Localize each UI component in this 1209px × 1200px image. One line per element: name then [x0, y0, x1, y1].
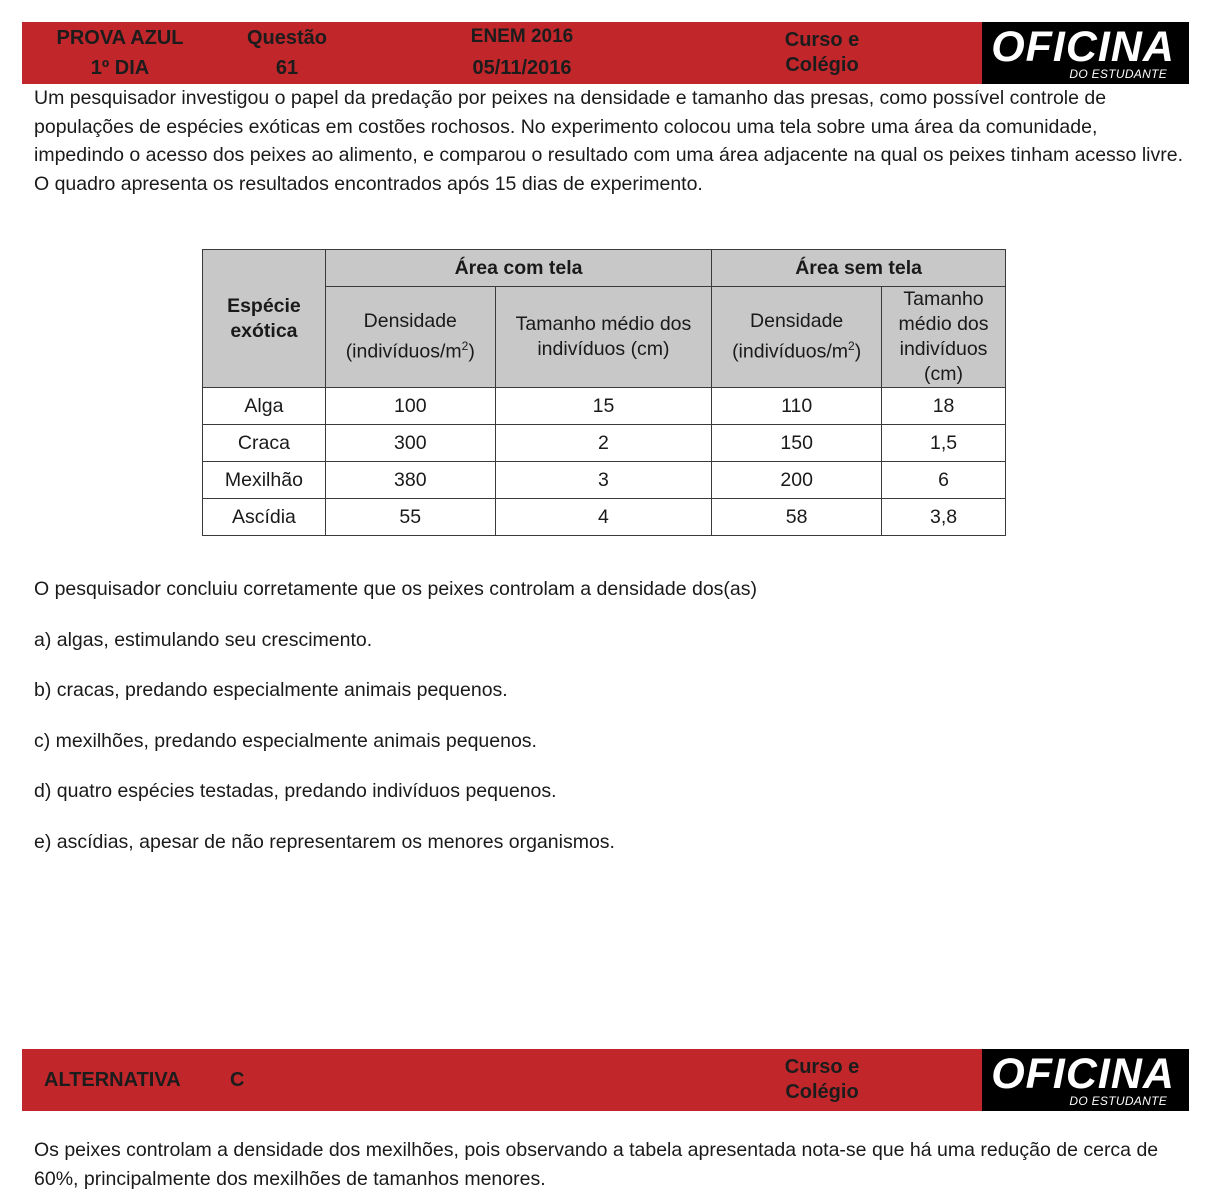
curso-line2: Colégio [785, 1081, 859, 1103]
cell-tamanho-com: 15 [495, 388, 712, 425]
intro-paragraph: Um pesquisador investigou o papel da predação por peixes na densidade e tamanho das presas, como possível controle de populações de espécies exóticas em costões rochosos. No experimento colocou uma tela sobre uma área da comunidade, impedindo o acesso dos peixes ao alimento, e comparou o resultado com uma área adjacente na qual os peixes tinham acesso livre. O quadro apresenta os resultados encontrados após 15 dias de experimento. [34, 87, 1183, 196]
option-c: c) mexilhões, predando especialmente animais pequenos. [34, 730, 537, 752]
cell-densidade-sem: 150 [712, 425, 882, 462]
cell-densidade-com: 380 [325, 462, 495, 499]
oficina-logo [982, 1049, 1189, 1111]
cell-tamanho-sem: 1,5 [882, 425, 1006, 462]
densidade-line2: $(indivíduos/m^2)$ [345, 339, 475, 363]
cell-tamanho-com: 3 [495, 462, 712, 499]
tamanho-line2: indivíduos (cm) [537, 338, 670, 360]
logo-sub-text: DO ESTUDANTE [1069, 67, 1167, 81]
logo-main-text: OFICINA [991, 23, 1175, 71]
species-header-line1: Espécie [227, 294, 301, 317]
cell-especie: Ascídia [203, 499, 326, 536]
table-row [203, 462, 1006, 499]
results-table [202, 249, 1006, 536]
curso-line1: Curso e [784, 1056, 860, 1078]
col-header-tamanho-com [495, 287, 712, 388]
cell-tamanho-sem: 6 [882, 462, 1006, 499]
cell-densidade-sem: 200 [712, 462, 882, 499]
cell-especie: Alga [203, 388, 326, 425]
table-row [203, 388, 1006, 425]
curso-line2: Colégio [785, 54, 859, 76]
logo-main-text: OFICINA [991, 1050, 1175, 1098]
question-text: O pesquisador concluiu corretamente que os peixes controlam a densidade dos(as) [34, 578, 757, 600]
cell-tamanho-sem: 18 [882, 388, 1006, 425]
cell-densidade-sem: 58 [712, 499, 882, 536]
cell-tamanho-com: 4 [495, 499, 712, 536]
prova-label: PROVA AZUL [56, 27, 184, 49]
cell-especie: Mexilhão [203, 462, 326, 499]
option-b: b) cracas, predando especialmente animais pequenos. [34, 679, 508, 701]
tamanho-line1: Tamanho médio dos [515, 313, 692, 335]
densidade-line1: Densidade [750, 310, 844, 333]
answer-explanation: Os peixes controlam a densidade dos mexilhões, pois observando a tabela apresentada nota-se que há uma redução de cerca de 60%, principalmente dos mexilhões de tamanhos menores. [34, 1139, 1159, 1190]
answer-letter: C [230, 1069, 245, 1091]
header-banner [22, 22, 1189, 84]
dia-label: 1º DIA [90, 57, 150, 79]
answer-label: ALTERNATIVA [44, 1069, 181, 1091]
questao-number: 61 [275, 57, 299, 79]
species-header-line2: exótica [230, 319, 298, 342]
col-header-densidade-com [325, 287, 495, 388]
cell-densidade-com: 300 [325, 425, 495, 462]
option-a: a) algas, estimulando seu crescimento. [34, 629, 373, 651]
table-row [203, 425, 1006, 462]
table-row [203, 499, 1006, 536]
oficina-logo [982, 22, 1189, 84]
tamanho-line4: (cm) [924, 363, 964, 385]
option-d: d) quatro espécies testadas, predando indivíduos pequenos. [34, 780, 557, 802]
logo-sub-text: DO ESTUDANTE [1069, 1094, 1167, 1108]
cell-densidade-com: 100 [325, 388, 495, 425]
exam-name: ENEM 2016 [470, 26, 574, 47]
col-header-tamanho-sem [882, 287, 1006, 388]
cell-tamanho-com: 2 [495, 425, 712, 462]
option-e: e) ascídias, apesar de não representarem os menores organismos. [34, 831, 615, 853]
exam-date: 05/11/2016 [472, 57, 572, 79]
cell-densidade-com: 55 [325, 499, 495, 536]
cell-densidade-sem: 110 [712, 388, 882, 425]
curso-line1: Curso e [784, 29, 860, 51]
group-header-sem-tela: Área sem tela [712, 250, 1006, 287]
answer-banner [22, 1049, 1189, 1111]
densidade-line2: $(indivíduos/m^2)$ [732, 339, 862, 363]
tamanho-line2: médio dos [898, 313, 989, 335]
group-header-com-tela: Área com tela [325, 250, 711, 287]
cell-especie: Craca [203, 425, 326, 462]
densidade-line1: Densidade [363, 310, 457, 333]
col-header-densidade-sem [712, 287, 882, 388]
tamanho-line1: Tamanho [903, 288, 984, 310]
tamanho-line3: indivíduos [899, 338, 988, 360]
species-header [203, 250, 326, 388]
questao-label: Questão [246, 27, 328, 49]
cell-tamanho-sem: 3,8 [882, 499, 1006, 536]
